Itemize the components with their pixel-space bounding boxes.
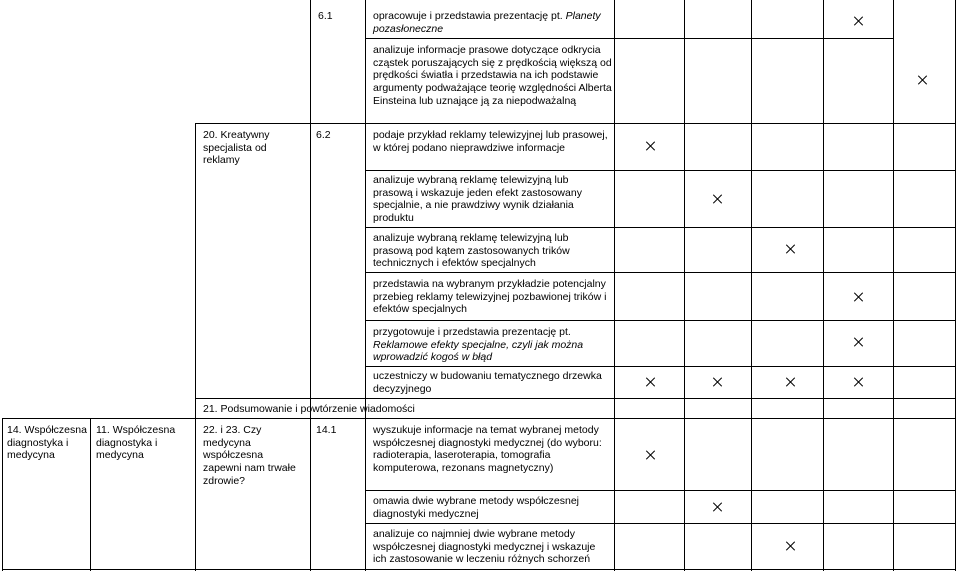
level-x-icon [646,377,655,386]
requirement-diag-2: omawia dwie wybrane metody współczesnej diagnostyki medycznej [373,495,580,520]
topic-21-title: 21. Podsumowanie i powtórzenie wiadomości [203,403,415,415]
requirement-reklama-5 [373,326,609,364]
lesson-number-6-1: 6.1 [318,10,333,22]
level-x-icon [854,337,863,346]
requirement-diag-3: analizuje co najmniej dwie wybrane metody współczesnej diagnostyki medycznej i wskazuje ich zastosowanie w leczeniu różnych schorzeń [373,528,596,566]
presentation-title-planety: Planety pozasłoneczne [373,10,601,35]
requirement-reklama-4: przedstawia na wybranym przykładzie potencjalny przebieg reklamy telewizyjnej pozbawionej trików i efektów specjalnych [373,278,607,316]
level-x-icon [713,194,722,203]
requirement-reklama-1: podaje przykład reklamy telewizyjnej lub prasowej, w której podano nieprawdziwe informacje [373,129,608,154]
level-x-icon [786,244,795,253]
presentation-title-reklama: Reklamowe efekty specjalne, czyli jak można wprowadzić kogoś w błąd [373,338,584,364]
level-x-icon [646,141,655,150]
requirement-reklama-3: analizuje wybraną reklamę telewizyjną lub prasową pod kątem zastosowanych trików technicznych i efektów specjalnych [373,232,570,270]
requirement-planety [373,10,618,35]
lesson-number-14-1: 14.1 [316,424,337,436]
level-x-icon [918,75,927,84]
requirement-drzewko: uczestniczy w budowaniu tematycznego drzewka decyzyjnego [373,370,602,395]
level-x-icon [786,377,795,386]
requirement-planety-text: opracowuje i przedstawia prezentację pt. [373,10,566,22]
chapter-11-title: 11. Współczesna diagnostyka i medycyna [96,424,176,462]
section-14-title: 14. Współczesna diagnostyka i medycyna [7,424,87,462]
level-x-icon [854,377,863,386]
lesson-number-6-2: 6.2 [316,129,331,141]
level-x-icon [854,16,863,25]
topic-22-23-title: 22. i 23. Czy medycyna współczesna zapewni nam trwałe zdrowie? [203,424,296,487]
requirement-einstein: analizuje informacje prasowe dotyczące odkrycia cząstek poruszających się z prędkością większą od prędkości światła i przedstawia na ich podstawie argumenty podważające teorię względności Alberta Einsteina lub uznające ją za niepodważalną [373,44,612,107]
requirement-reklama-5-text: przygotowuje i przedstawia prezentację pt. [373,326,571,338]
level-x-icon [713,502,722,511]
level-x-icon [646,450,655,459]
level-x-icon [713,377,722,386]
level-x-icon [786,541,795,550]
level-x-icon [854,292,863,301]
requirement-diag-1: wyszukuje informacje na temat wybranej metody współczesnej diagnostyki medycznej (do wyboru: radioterapia, laseroterapia, tomografia komputerowa, rezonans magnetyczny) [373,424,602,475]
topic-20-title: 20. Kreatywny specjalista od reklamy [203,129,270,167]
requirement-reklama-2: analizuje wybraną reklamę telewizyjną lub prasową i wskazuje jeden efekt zastosowany specjalnie, a nie prawdziwy wynik działania produktu [373,174,582,225]
